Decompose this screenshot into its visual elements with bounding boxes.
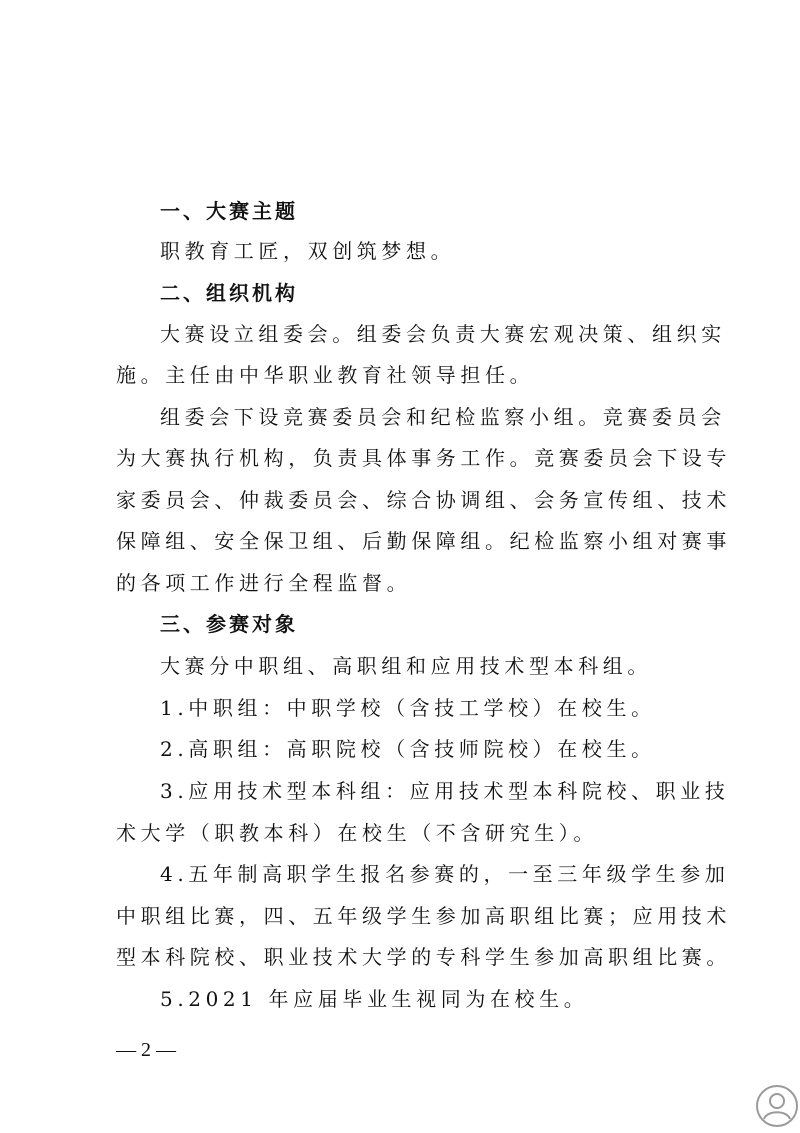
paragraph-line: 的各项工作进行全程监督。 xyxy=(116,571,412,595)
paragraph-line: 中职组比赛，四、五年级学生参加高职组比赛；应用技术 xyxy=(116,904,731,928)
page-number: — 2 — xyxy=(116,1039,176,1061)
paragraph-line: 家委员会、仲裁委员会、综合协调组、会务宣传组、技术 xyxy=(116,488,731,512)
section-heading-theme: 一、大赛主题 xyxy=(160,199,298,223)
user-avatar-icon[interactable] xyxy=(754,1083,800,1129)
list-item: 3.应用技术型本科组：应用技术型本科院校、职业技 xyxy=(160,779,730,803)
paragraph-line: 施。主任由中华职业教育社领导担任。 xyxy=(116,363,535,387)
paragraph-line: 大赛分中职组、高职组和应用技术型本科组。 xyxy=(160,654,652,678)
paragraph-line: 术大学（职教本科）在校生（不含研究生）。 xyxy=(116,821,598,845)
paragraph-line: 为大赛执行机构，负责具体事务工作。竞赛委员会下设专 xyxy=(116,446,731,470)
list-item: 1.中职组：中职学校（含技工学校）在校生。 xyxy=(160,696,656,720)
list-item: 5.2021 年应届毕业生视同为在校生。 xyxy=(160,987,589,1011)
paragraph-line: 型本科院校、职业技术大学的专科学生参加高职组比赛。 xyxy=(116,945,731,969)
paragraph-line: 组委会下设竞赛委员会和纪检监察小组。竞赛委员会 xyxy=(160,405,726,429)
paragraph-line: 保障组、安全保卫组、后勤保障组。纪检监察小组对赛事 xyxy=(116,529,731,553)
paragraph-line: 职教育工匠，双创筑梦想。 xyxy=(160,239,456,263)
paragraph-line: 大赛设立组委会。组委会负责大赛宏观决策、组织实 xyxy=(160,322,726,346)
section-heading-organization: 二、组织机构 xyxy=(160,281,298,305)
list-item: 2.高职组：高职院校（含技师院校）在校生。 xyxy=(160,737,656,761)
section-heading-participants: 三、参赛对象 xyxy=(160,612,298,636)
list-item: 4.五年制高职学生报名参赛的，一至三年级学生参加 xyxy=(160,862,730,886)
